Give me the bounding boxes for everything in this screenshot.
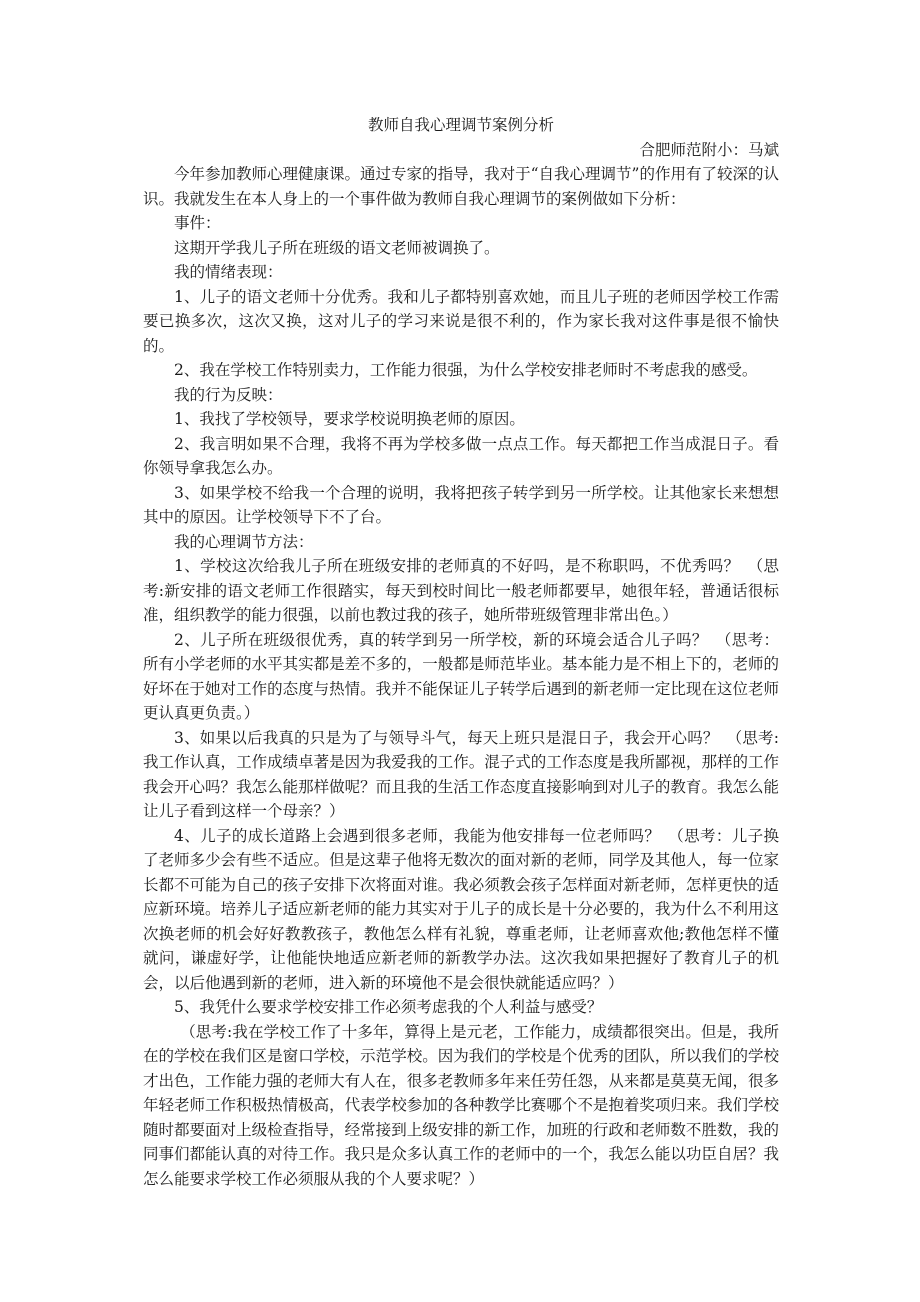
- section-heading-behavior: 我的行为反映：: [174, 385, 283, 404]
- behavior-item-2: 2、我言明如果不合理，我将不再为学校多做一点点工作。每天都把工作当成混日子。看你领导拿我怎么办。: [143, 434, 779, 477]
- method-item-1: 1、学校这次给我儿子所在班级安排的老师真的不好吗，是不称职吗，不优秀吗？ （思考:新安排的语文老师工作很踏实，每天到校时间比一般老师都要早，她很年轻，普通话很标准，组织教学的能力很强，以前也教过我的孩子，她所带班级管理非常出色。）: [143, 557, 779, 624]
- document-title: 教师自我心理调节案例分析: [367, 116, 554, 134]
- method-item-3: 3、如果以后我真的只是为了与领导斗气，每天上班只是混日子，我会开心吗？ （思考:我工作认真，工作成绩卓著是因为我爱我的工作。混子式的工作态度是我所鄙视，那样的工作我会开心吗？我怎么能那样做呢？而且我的生活工作态度直接影响到对儿子的教育。我怎么能让儿子看到这样一个母亲？）: [143, 728, 779, 820]
- behavior-item-1: 1、我找了学校领导，要求学校说明换老师的原因。: [174, 410, 525, 428]
- document-author: 合肥师范附小：马斌: [639, 141, 779, 159]
- emotion-item-2: 2、我在学校工作特别卖力，工作能力很强，为什么学校安排老师时不考虑我的感受。: [174, 361, 758, 379]
- section-heading-emotion: 我的情绪表现：: [174, 263, 283, 281]
- method-item-5-reflection: （思考:我在学校工作了十多年，算得上是元老，工作能力，成绩都很突出。但是，我所在的学校在我们区是窗口学校，示范学校。因为我们的学校是个优秀的团队，所以我们的学校才出色，工作能力强的老师大有人在，很多老教师多年来任劳任怨，从来都是莫莫无闻，很多年轻老师工作积极热情极高，代表学校参加的各种教学比赛哪个不是抱着奖项归来。我们学校随时都要面对上级检查指导，经常接到上级安排的新工作，加班的行政和老师数不胜数，我的同事们都能认真的对待工作。我只是众多认真工作的老师中的一个，我怎么能以功臣自居？我怎么能要求学校工作必须服从我的个人要求呢？）: [143, 1022, 779, 1188]
- method-item-4: 4、儿子的成长道路上会遇到很多老师，我能为他安排每一位老师吗？ （思考：儿子换了老师多少会有些不适应。但是这辈子他将无数次的面对新的老师，同学及其他人，每一位家长都不可能为自己的孩子安排下次将面对谁。我必须教会孩子怎样面对新老师，怎样更快的适应新环境。培养儿子适应新老师的能力其实对于儿子的成长是十分必要的，我为什么不利用这次换老师的机会好好教教孩子，教他怎么样有礼貌，尊重老师，让老师喜欢他;教他怎样不懂就问，谦虚好学，让他能快地适应新老师的新教学办法。这次我如果把握好了教育儿子的机会，以后他遇到新的老师，进入新的环境他不是会很快就能适应吗？）: [143, 826, 779, 992]
- method-item-5: 5、我凭什么要求学校安排工作必须考虑我的个人利益与感受？: [174, 998, 603, 1016]
- event-paragraph: 这期开学我儿子所在班级的语文老师被调换了。: [174, 238, 500, 257]
- section-heading-event: 事件：: [174, 214, 221, 232]
- section-heading-method: 我的心理调节方法：: [174, 532, 314, 551]
- behavior-item-3: 3、如果学校不给我一个合理的说明，我将把孩子转学到另一所学校。让其他家长来想想其中的原因。让学校领导下不了台。: [143, 483, 779, 526]
- method-item-2: 2、儿子所在班级很优秀，真的转学到另一所学校，新的环境会适合儿子吗？ （思考：所有小学老师的水平其实都是差不多的，一般都是师范毕业。基本能力是不相上下的，老师的好坏在于她对工作的态度与热情。我并不能保证儿子转学后遇到的新老师一定比现在这位老师更认真更负责。）: [143, 630, 779, 722]
- document-page: [143, 112, 779, 1191]
- emotion-item-1: 1、儿子的语文老师十分优秀。我和儿子都特别喜欢她，而且儿子班的老师因学校工作需要已换多次，这次又换，这对儿子的学习来说是很不利的，作为家长我对这件事是很不愉快的。: [143, 287, 779, 355]
- intro-paragraph: 今年参加教师心理健康课。通过专家的指导，我对于“自我心理调节”的作用有了较深的认识。我就发生在本人身上的一个事件做为教师自我心理调节的案例做如下分析：: [143, 165, 779, 208]
